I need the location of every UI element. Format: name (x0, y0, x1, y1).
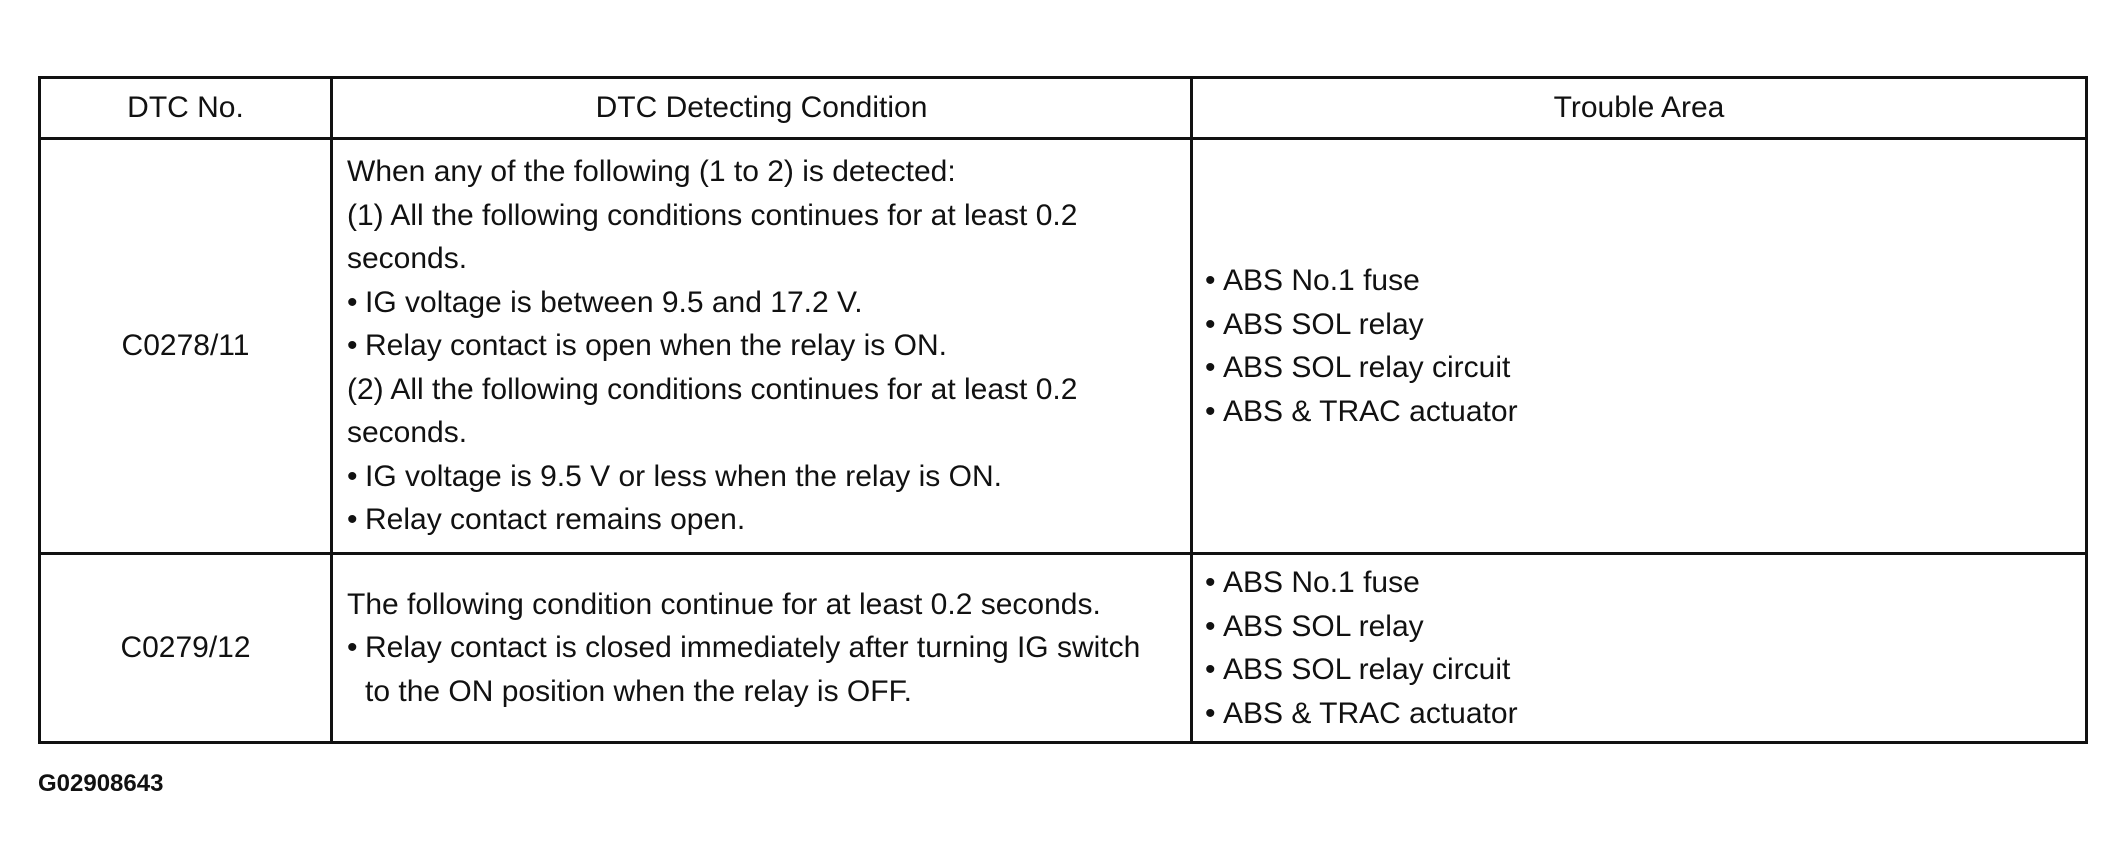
condition-line: The following condition continue for at least 0.2 seconds. (347, 587, 1101, 621)
bullet-icon: • (347, 459, 358, 493)
condition-bullet: • IG voltage is between 9.5 and 17.2 V. (347, 281, 1180, 325)
detecting-condition (332, 139, 1192, 554)
trouble-area (1192, 554, 2087, 743)
dtc-number: C0278/11 (40, 139, 332, 554)
trouble-area (1192, 139, 2087, 554)
condition-bullet: • IG voltage is 9.5 V or less when the relay is ON. (347, 455, 1180, 499)
header-trouble-area: Trouble Area (1192, 78, 2087, 139)
bullet-icon: • (1205, 351, 1216, 384)
condition-line: seconds. (347, 242, 468, 276)
bullet-icon: • (347, 285, 358, 319)
header-detecting-condition: DTC Detecting Condition (332, 78, 1192, 139)
condition-line: seconds. (347, 416, 468, 450)
condition-bullet: • Relay contact is open when the relay is ON. (347, 324, 1180, 368)
trouble-area-item: • ABS No.1 fuse (1205, 259, 2085, 303)
trouble-area-item: • ABS No.1 fuse (1205, 561, 2085, 605)
table-row (40, 139, 2087, 554)
condition-line: (2) All the following conditions continues for at least 0.2 (347, 372, 1078, 406)
bullet-icon: • (347, 503, 358, 537)
dtc-number: C0279/12 (40, 554, 332, 743)
condition-bullet: • Relay contact is closed immediately after turning IG switch (347, 626, 1180, 670)
table-header-row (40, 78, 2087, 139)
trouble-area-item: • ABS & TRAC actuator (1205, 390, 2085, 434)
condition-line: to the ON position when the relay is OFF. (365, 674, 912, 708)
table-row (40, 554, 2087, 743)
trouble-area-item: • ABS SOL relay (1205, 605, 2085, 649)
bullet-icon: • (1205, 653, 1216, 686)
condition-bullet: • Relay contact remains open. (347, 498, 1180, 542)
bullet-icon: • (1205, 696, 1216, 730)
dtc-table (38, 76, 2088, 744)
bullet-icon: • (347, 631, 358, 665)
trouble-area-item: • ABS SOL relay circuit (1205, 346, 2085, 390)
trouble-area-item: • ABS SOL relay (1205, 303, 2085, 347)
bullet-icon: • (347, 329, 358, 363)
bullet-icon: • (1205, 566, 1216, 599)
header-dtc-no: DTC No. (40, 78, 332, 139)
bullet-icon: • (1205, 609, 1216, 643)
trouble-area-item: • ABS & TRAC actuator (1205, 692, 2085, 736)
trouble-area-item: • ABS SOL relay circuit (1205, 648, 2085, 692)
bullet-icon: • (1205, 264, 1216, 297)
bullet-icon: • (1205, 307, 1216, 341)
bullet-icon: • (1205, 394, 1216, 428)
condition-line: When any of the following (1 to 2) is detected: (347, 155, 956, 189)
figure-id: G02908643 (38, 770, 164, 797)
detecting-condition (332, 554, 1192, 743)
condition-line: (1) All the following conditions continues for at least 0.2 (347, 198, 1078, 232)
